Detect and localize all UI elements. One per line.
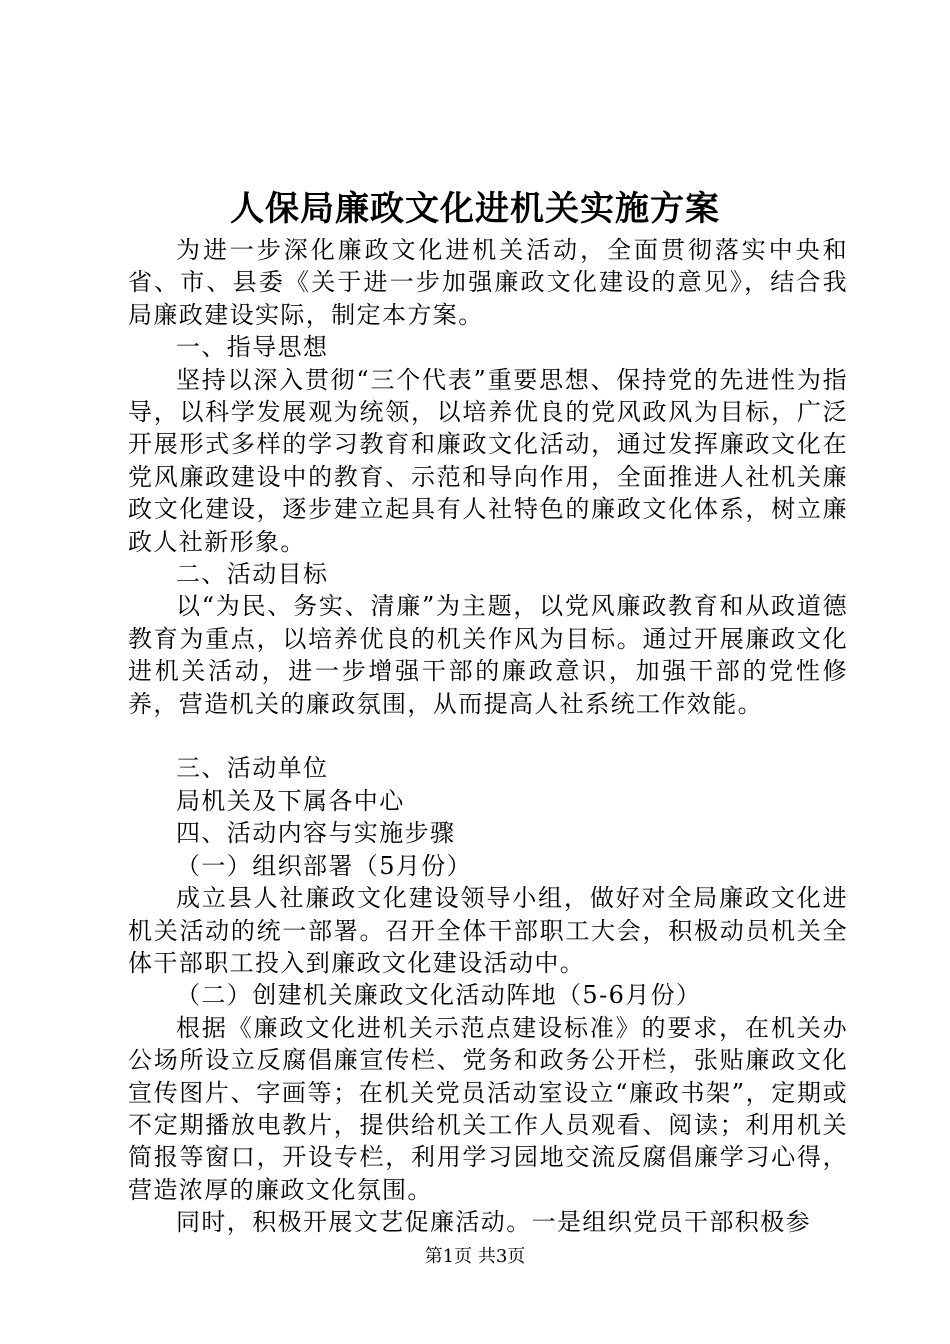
blank-line bbox=[128, 720, 848, 752]
arts-activity-paragraph: 同时，积极开展文艺促廉活动。一是组织党员干部积极参 bbox=[176, 1208, 811, 1237]
section-heading-activity-goals: 二、活动目标 bbox=[176, 560, 329, 589]
activity-goals-paragraph: 以“为民、务实、清廉”为主题，以党风廉政教育和从政道德教育为重点，以培养优良的机关作风为目标。通过开展廉政文化进机关活动，进一步增强干部的廉政意识，加强干部的党性修养，营造机关的廉政氛围，从而提高人社系统工作效能。 bbox=[128, 592, 848, 718]
guiding-ideology-paragraph: 坚持以深入贯彻“三个代表”重要思想、保持党的先进性为指导，以科学发展观为统领，以培养优良的党风政风为目标，广泛开展形式多样的学习教育和廉政文化活动，通过发挥廉政文化在党风廉政建设中的教育、示范和导向作用，全面推进人社机关廉政文化建设，逐步建立起具有人社特色的廉政文化体系，树立廉政人社新形象。 bbox=[128, 365, 848, 556]
organization-paragraph: 成立县人社廉政文化建设领导小组，做好对全局廉政文化进机关活动的统一部署。召开全体干部职工大会，积极动员机关全体干部职工投入到廉政文化建设活动中。 bbox=[128, 884, 848, 977]
activity-units-paragraph: 局机关及下属各中心 bbox=[176, 786, 405, 815]
section-heading-activity-units: 三、活动单位 bbox=[176, 754, 329, 783]
page-title: 人保局廉政文化进机关实施方案 bbox=[230, 189, 720, 229]
section-heading-guiding-ideology: 一、指导思想 bbox=[176, 333, 329, 362]
page-number-footer: 第1页 共3页 bbox=[424, 1246, 526, 1267]
subsection-heading-activity-base: （二）创建机关廉政文化活动阵地（5-6月份） bbox=[176, 981, 702, 1010]
activity-base-paragraph: 根据《廉政文化进机关示范点建设标准》的要求，在机关办公场所设立反腐倡廉宣传栏、党务和政务公开栏，张贴廉政文化宣传图片、字画等；在机关党员活动室设立“廉政书架”，定期或不定期播放电教片，提供给机关工作人员观看、阅读；利用机关简报等窗口，开设专栏，利用学习园地交流反腐倡廉学习心得，营造浓厚的廉政文化氛围。 bbox=[128, 1013, 848, 1204]
document-body bbox=[128, 234, 848, 1239]
subsection-heading-organization: （一）组织部署（5月份） bbox=[176, 851, 473, 880]
intro-paragraph: 为进一步深化廉政文化进机关活动，全面贯彻落实中央和省、市、县委《关于进一步加强廉政文化建设的意见》，结合我局廉政建设实际，制定本方案。 bbox=[128, 236, 848, 329]
section-heading-content-steps: 四、活动内容与实施步骤 bbox=[176, 819, 456, 848]
